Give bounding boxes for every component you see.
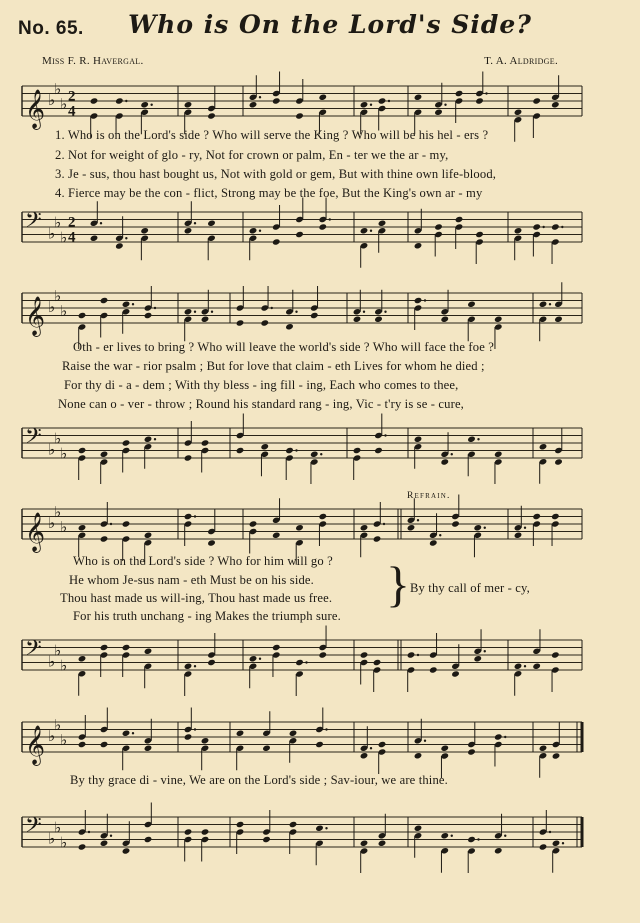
system-1-bass-staff — [0, 208, 640, 252]
lyric-s1-verse2: 2. Not for weight of glo - ry, Not for crown or palm, En - ter we the ar - my, — [55, 148, 449, 162]
notes — [78, 708, 561, 779]
lyric-s3-verse3: Thou hast made us will-ing, Thou hast made us free. — [60, 591, 333, 605]
treble-clef-icon: 𝄞 — [25, 296, 46, 336]
svg-text:2: 2 — [68, 214, 76, 231]
lyric-s2-verse3: For thy di - a - dem ; With thy bless - ing fill - ing, Each who comes to thee, — [64, 378, 459, 392]
notes — [78, 803, 564, 874]
bass-clef-icon: 𝄢 — [25, 424, 42, 454]
key-signature-flats-icon — [48, 641, 67, 674]
svg-text:♭: ♭ — [60, 517, 68, 536]
svg-text:♭: ♭ — [60, 94, 68, 113]
composer-credit: T. A. Aldridge. — [484, 55, 558, 67]
treble-clef-icon: 𝄞 — [25, 89, 46, 129]
svg-text:♭: ♭ — [54, 502, 62, 521]
bass-clef-icon: 𝄢 — [25, 208, 42, 238]
lyric-s2-verse2: Raise the war - rior psalm ; But for love that claim - eth Lives for whom he died ; — [62, 359, 485, 373]
svg-text:♭: ♭ — [60, 228, 68, 247]
svg-text:♭: ♭ — [48, 298, 56, 316]
svg-text:♭: ♭ — [54, 213, 62, 232]
svg-text:♭: ♭ — [60, 833, 68, 852]
bass-clef-icon: 𝄢 — [25, 813, 42, 843]
svg-text:♭: ♭ — [60, 301, 68, 320]
svg-text:♭: ♭ — [54, 286, 62, 305]
svg-text:♭: ♭ — [48, 91, 56, 109]
system-4-treble-staff — [0, 715, 640, 765]
svg-text:♭: ♭ — [48, 224, 56, 243]
svg-text:♭: ♭ — [48, 514, 56, 532]
lyric-s3-verse4: For his truth unchang - ing Makes the triumph sure. — [73, 609, 341, 623]
svg-text:♭: ♭ — [48, 829, 56, 848]
svg-text:♭: ♭ — [48, 652, 56, 671]
hymn-number: No. 65. — [18, 18, 84, 39]
svg-text:♭: ♭ — [48, 440, 56, 459]
svg-text:♭: ♭ — [60, 444, 68, 463]
system-4-bass-staff — [0, 813, 640, 857]
svg-text:♭: ♭ — [54, 715, 62, 734]
lyric-s1-verse4: 4. Fierce may be the con - flict, Strong may be the foe, But the King's own ar - my — [55, 186, 483, 200]
svg-text:♭: ♭ — [48, 727, 56, 745]
lyric-s1-verse3: 3. Je - sus, thou hast bought us, Not with gold or gem, But with thine own life-blood, — [55, 167, 497, 181]
key-signature-flats-icon — [48, 80, 67, 113]
key-signature-flats-icon — [48, 503, 67, 536]
treble-clef-icon: 𝄞 — [25, 725, 46, 765]
lyric-s2-verse1: Oth - er lives to bring ? Who will leave the world's side ? Who will face the foe ? — [73, 340, 494, 354]
key-signature-flats-icon — [48, 818, 67, 851]
staff-lines — [22, 212, 582, 242]
lyric-s3-verse2: He whom Je-sus nam - eth Must be on his side. — [69, 573, 314, 587]
svg-text:♭: ♭ — [54, 79, 62, 98]
notes — [78, 626, 560, 697]
lyric-s1-verse1: 1. Who is on the Lord's side ? Who will serve the King ? Who will be his hel - ers ? — [55, 128, 489, 142]
lyric-s3-verse1: Who is on the Lord's side ? Who for him will go ? — [73, 554, 333, 568]
lyric-refrain-line1: By thy call of mer - cy, — [410, 581, 530, 595]
key-signature-flats-icon — [48, 716, 67, 749]
svg-text:4: 4 — [68, 229, 76, 246]
notes — [90, 198, 564, 268]
system-3-bass-staff — [0, 636, 640, 680]
system-2-bass-staff — [0, 424, 640, 468]
svg-text:♭: ♭ — [54, 429, 62, 448]
bass-clef-icon: 𝄢 — [25, 636, 42, 666]
key-signature-flats-icon — [48, 429, 67, 462]
svg-text:♭: ♭ — [54, 641, 62, 660]
key-signature-flats-icon — [48, 287, 67, 320]
lyric-s2-verse4: None can o - ver - throw ; Round his standard rang - ing, Vic - t'ry is se - cure, — [58, 397, 464, 411]
svg-text:♭: ♭ — [60, 730, 68, 749]
system-2-treble-staff — [0, 286, 640, 336]
refrain-label: Refrain. — [407, 491, 451, 501]
system-1-treble-staff — [0, 79, 640, 129]
notes — [78, 414, 563, 485]
lyric-s4-refrain: By thy grace di - vine, We are on the Lord's side ; Sav-iour, we are thine. — [70, 773, 448, 787]
svg-text:4: 4 — [68, 103, 76, 120]
time-signature — [68, 88, 76, 119]
svg-text:♭: ♭ — [54, 818, 62, 837]
time-signature — [68, 214, 76, 245]
svg-text:2: 2 — [68, 88, 76, 105]
hymn-title: Who is On the Lord's Side? — [128, 10, 532, 39]
key-signature-flats-icon — [48, 213, 67, 246]
verse-brace: } — [386, 556, 410, 612]
svg-text:♭: ♭ — [60, 656, 68, 675]
treble-clef-icon: 𝄞 — [25, 512, 46, 552]
lyricist-credit: Miss F. R. Havergal. — [42, 55, 144, 67]
system-3-treble-staff — [0, 502, 640, 552]
